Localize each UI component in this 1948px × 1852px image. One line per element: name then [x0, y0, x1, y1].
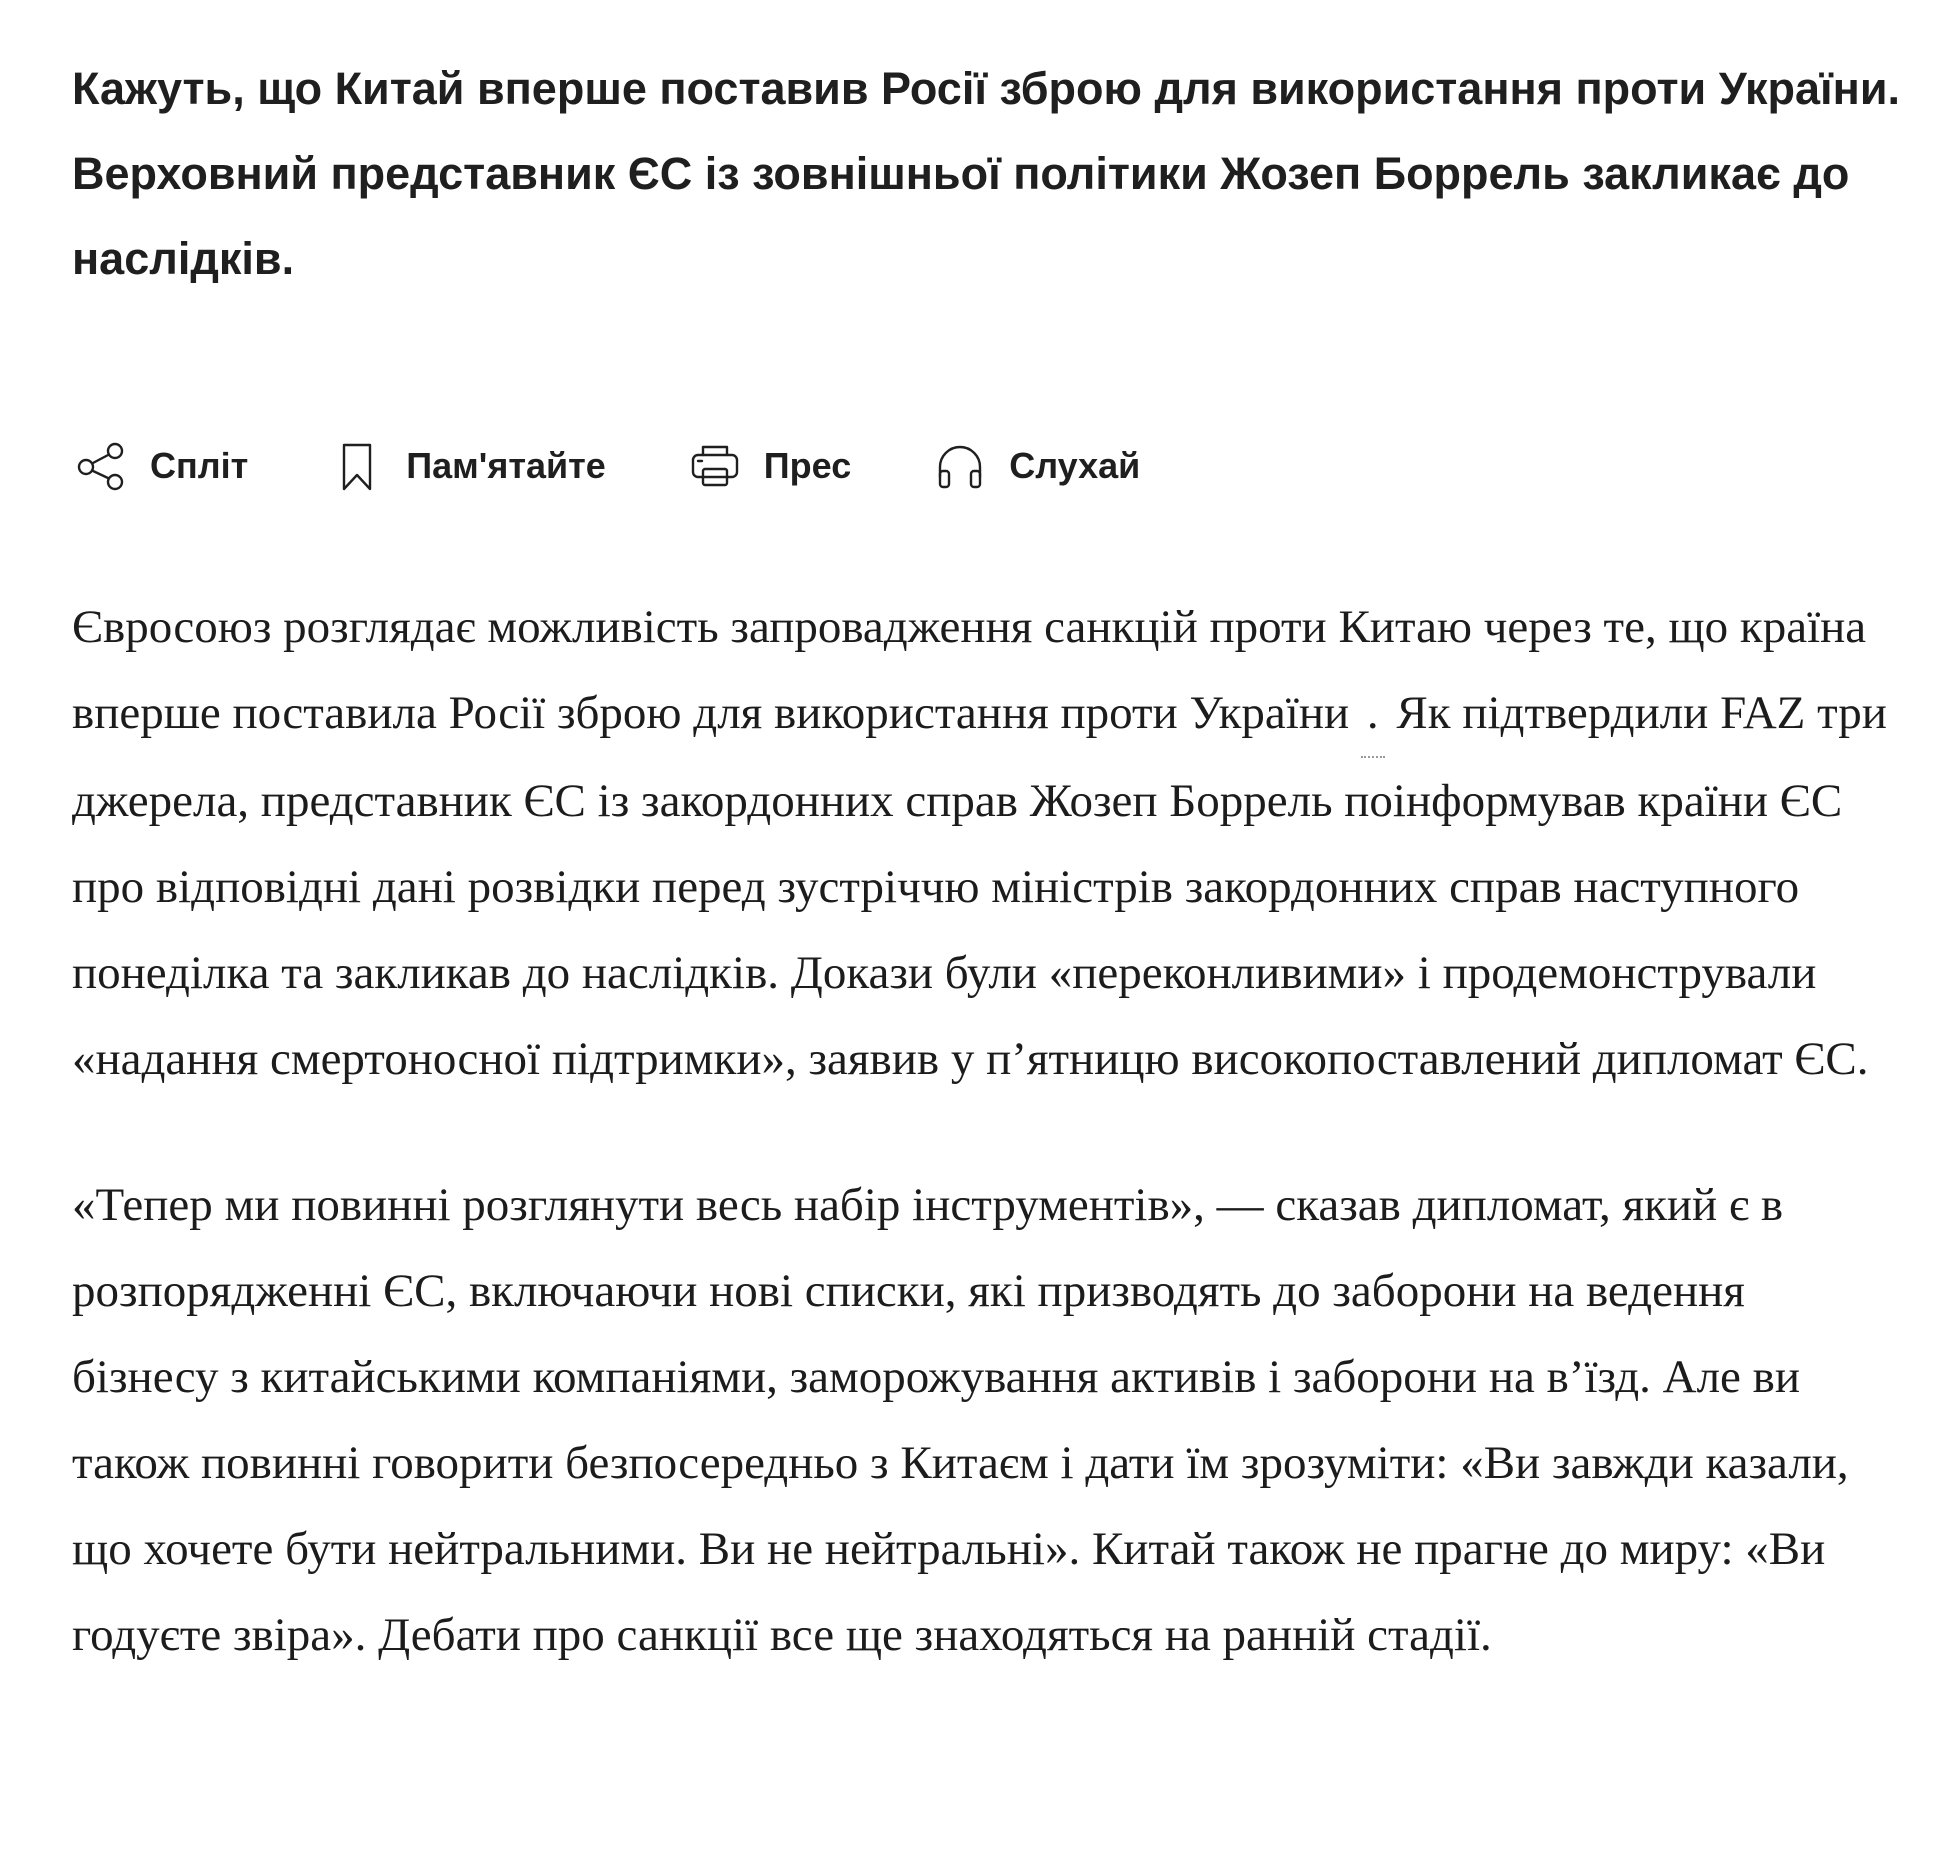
- article-headline: Кажуть, що Китай вперше поставив Росії зброю для використання проти України. Верховний представник ЄС із зовнішньої політики Жозеп Боррель закликає до наслідків.: [72, 63, 1901, 284]
- share-label: Спліт: [150, 445, 249, 486]
- share-button[interactable]: [72, 437, 248, 495]
- article: [72, 46, 1902, 1661]
- article-paragraph: [72, 584, 1902, 1102]
- article-body: [72, 584, 1902, 1738]
- article-toolbar: [72, 426, 1220, 506]
- print-button[interactable]: [686, 437, 851, 495]
- bookmark-label: Пам'ятайте: [406, 445, 606, 486]
- headphones-icon: [931, 437, 989, 495]
- listen-label: Слухай: [1009, 445, 1141, 486]
- article-paragraph: «Тепер ми повинні розглянути весь набір інструментів», — сказав дипломат, який є в розпорядженні ЄС, включаючи нові списки, які призводять до заборони на ведення бізнесу з китайськими компаніями, заморожування активів і заборони на в’їзд. Але ви також повинні говорити безпосередньо з Китаєм і дати їм зрозуміти: «Ви завжди казали, що хочете бути нейтральними. Ви не нейтральні». Китай також не прагне до миру: «Ви годуєте звіра». Дебати про санкції все ще знаходяться на ранній стадії.: [72, 1179, 1849, 1661]
- bookmark-button[interactable]: [328, 437, 606, 495]
- bookmark-icon: [328, 437, 386, 495]
- share-icon: [72, 437, 130, 495]
- print-label: Прес: [763, 445, 852, 486]
- printer-icon: [686, 437, 744, 495]
- listen-button[interactable]: [931, 437, 1140, 495]
- paragraph-text: Як підтвердили FAZ три джерела, представник ЄС із закордонних справ Жозеп Боррель поінформував країни ЄС про відповідні дані розвідки перед зустріччю міністрів закордонних справ наступного понеділка та закликав до наслідків. Докази були «переконливими» і продемонстрували «надання смертоносної підтримки», заявив у п’ятницю високопоставлений дипломат ЄС.: [72, 687, 1887, 1085]
- footnote-link[interactable]: .: [1361, 670, 1385, 758]
- paragraph-text: Євросоюз розглядає можливість запровадження санкцій проти Китаю через те, що країна вперше поставила Росії зброю для використання проти України: [72, 601, 1867, 739]
